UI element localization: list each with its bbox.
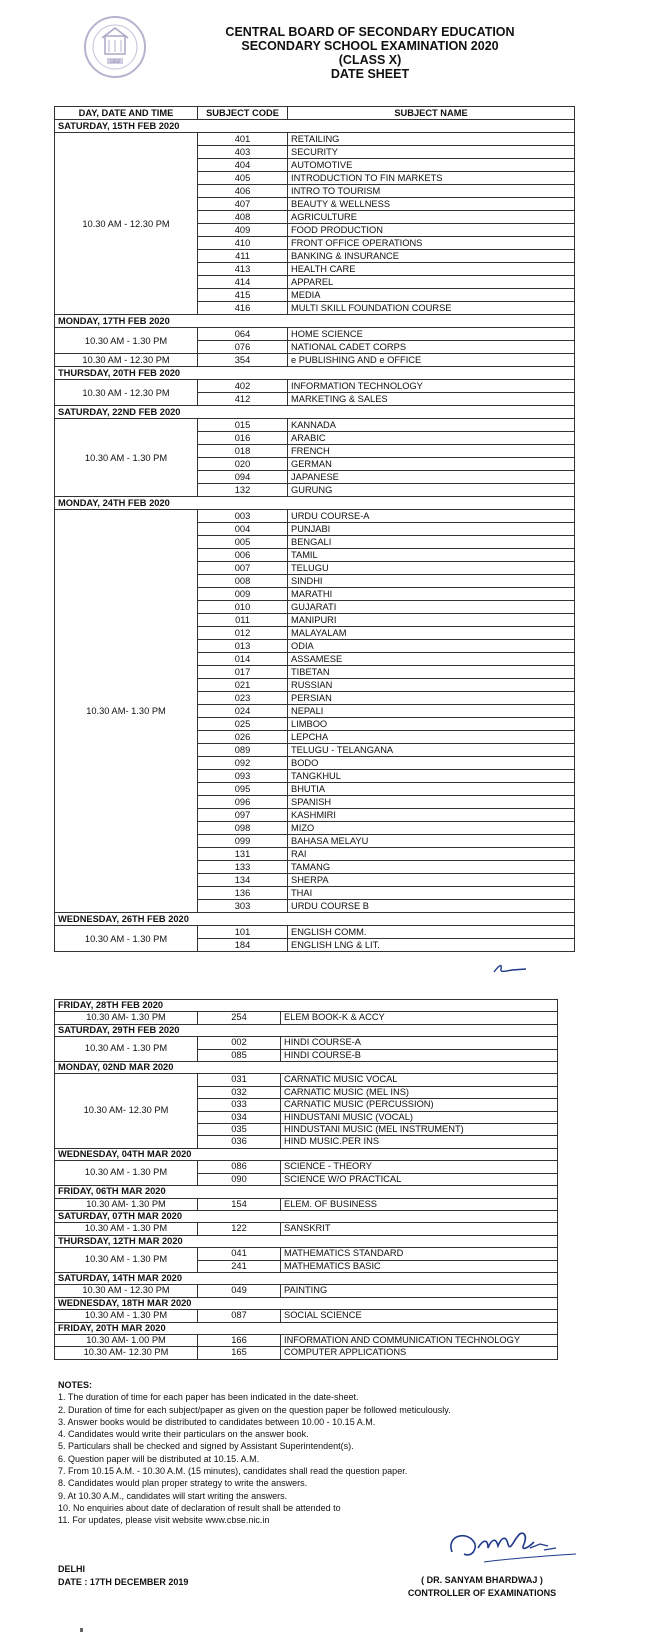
subject-code: 032	[198, 1086, 281, 1098]
exam-time: 10.30 AM - 1.30 PM	[55, 328, 198, 354]
signature	[444, 1518, 594, 1570]
subject-code: 010	[198, 601, 288, 614]
subject-code: 092	[198, 757, 288, 770]
subject-name: FOOD PRODUCTION	[288, 224, 575, 237]
subject-name: INTRODUCTION TO FIN MARKETS	[288, 172, 575, 185]
exam-time: 10.30 AM - 1.30 PM	[55, 1161, 198, 1186]
note-item: 9. At 10.30 A.M., candidates will start writing the answers.	[58, 1490, 288, 1501]
exam-time: 10.30 AM- 1.30 PM	[55, 1012, 198, 1024]
subject-name: TIBETAN	[288, 666, 575, 679]
day-row	[55, 1000, 558, 1012]
day-date-label: THURSDAY, 12TH MAR 2020	[55, 1235, 558, 1247]
subject-code: 024	[198, 705, 288, 718]
subject-name: URDU COURSE-A	[288, 510, 575, 523]
subject-name: ASSAMESE	[288, 653, 575, 666]
subject-code: 064	[198, 328, 288, 341]
subject-code: 093	[198, 770, 288, 783]
subject-code: 020	[198, 458, 288, 471]
subject-name: BAHASA MELAYU	[288, 835, 575, 848]
day-row	[55, 1322, 558, 1334]
subject-name: NATIONAL CADET CORPS	[288, 341, 575, 354]
subject-name: HINDI COURSE-A	[281, 1037, 558, 1049]
subject-code: 099	[198, 835, 288, 848]
exam-time: 10.30 AM - 1.30 PM	[55, 1310, 198, 1322]
subject-name: TELUGU	[288, 562, 575, 575]
subject-name: ENGLISH COMM.	[288, 926, 575, 939]
date-sheet-table-part1	[54, 106, 575, 952]
subject-code: 101	[198, 926, 288, 939]
exam-time: 10.30 AM - 1.30 PM	[55, 1248, 198, 1273]
subject-code: 096	[198, 796, 288, 809]
class-label: (CLASS X)	[338, 53, 402, 67]
subject-name: THAI	[288, 887, 575, 900]
subject-name: ODIA	[288, 640, 575, 653]
day-row	[55, 1235, 558, 1247]
subject-code: 134	[198, 874, 288, 887]
subject-name: MEDIA	[288, 289, 575, 302]
subject-name: RUSSIAN	[288, 679, 575, 692]
subject-code: 018	[198, 445, 288, 458]
place: DELHI	[58, 1564, 85, 1574]
day-date-label: WEDNESDAY, 26TH FEB 2020	[55, 913, 575, 926]
subject-name: TANGKHUL	[288, 770, 575, 783]
footer-place-date	[58, 1563, 188, 1589]
subject-code: 026	[198, 731, 288, 744]
day-date-label: SATURDAY, 22ND FEB 2020	[55, 406, 575, 419]
subject-code: 165	[198, 1347, 281, 1359]
subject-name: RETAILING	[288, 133, 575, 146]
subject-name: PERSIAN	[288, 692, 575, 705]
subject-code: 090	[198, 1173, 281, 1185]
subject-name: GERMAN	[288, 458, 575, 471]
subject-name: ARABIC	[288, 432, 575, 445]
subject-code: 411	[198, 250, 288, 263]
subject-name: SCIENCE W/O PRACTICAL	[281, 1173, 558, 1185]
exam-time: 10.30 AM - 12.30 PM	[55, 1285, 198, 1297]
date-sheet-table-part2	[54, 999, 558, 1360]
subject-name: MANIPURI	[288, 614, 575, 627]
subject-code: 415	[198, 289, 288, 302]
subject-name: MATHEMATICS BASIC	[281, 1260, 558, 1272]
table-row	[55, 926, 575, 939]
day-row	[55, 497, 575, 510]
subject-name: COMPUTER APPLICATIONS	[281, 1347, 558, 1359]
subject-code: 049	[198, 1285, 281, 1297]
exam-time: 10.30 AM - 1.30 PM	[55, 1223, 198, 1235]
document-header	[180, 25, 560, 81]
subject-code: 015	[198, 419, 288, 432]
subject-name: INTRO TO TOURISM	[288, 185, 575, 198]
subject-name: LEPCHA	[288, 731, 575, 744]
day-date-label: FRIDAY, 20TH MAR 2020	[55, 1322, 558, 1334]
subject-code: 401	[198, 133, 288, 146]
svg-text:CBSE: CBSE	[109, 59, 121, 64]
subject-name: NEPALI	[288, 705, 575, 718]
exam-time: 10.30 AM - 1.30 PM	[55, 926, 198, 952]
subject-code: 094	[198, 471, 288, 484]
initial-mark	[492, 962, 528, 976]
day-date-label: MONDAY, 24TH FEB 2020	[55, 497, 575, 510]
subject-code: 005	[198, 536, 288, 549]
board-title: CENTRAL BOARD OF SECONDARY EDUCATION	[225, 25, 515, 39]
day-date-label: WEDNESDAY, 18TH MAR 2020	[55, 1297, 558, 1309]
subject-code: 166	[198, 1334, 281, 1346]
date-sheet-title: DATE SHEET	[330, 67, 410, 81]
note-item: 6. Question paper will be distributed at 10.15. A.M.	[58, 1453, 260, 1464]
subject-code: 036	[198, 1136, 281, 1148]
subject-code: 041	[198, 1248, 281, 1260]
subject-name: HINDI COURSE-B	[281, 1049, 558, 1061]
subject-code: 014	[198, 653, 288, 666]
table-row	[55, 1037, 558, 1049]
subject-code: 089	[198, 744, 288, 757]
subject-name: MARATHI	[288, 588, 575, 601]
subject-code: 414	[198, 276, 288, 289]
subject-code: 008	[198, 575, 288, 588]
subject-name: ENGLISH LNG & LIT.	[288, 939, 575, 952]
subject-name: BODO	[288, 757, 575, 770]
day-row	[55, 120, 575, 133]
subject-name: HIND MUSIC.PER INS	[281, 1136, 558, 1148]
note-item: 2. Duration of time for each subject/paper as given on the question paper be followed meticulously.	[58, 1404, 451, 1415]
subject-code: 408	[198, 211, 288, 224]
day-row	[55, 1210, 558, 1222]
table-row	[55, 1223, 558, 1235]
day-date-label: SATURDAY, 07TH MAR 2020	[55, 1210, 558, 1222]
subject-code: 403	[198, 146, 288, 159]
day-row	[55, 1024, 558, 1036]
subject-name: ELEM BOOK-K & ACCY	[281, 1012, 558, 1024]
subject-name: GURUNG	[288, 484, 575, 497]
exam-time: 10.30 AM - 12.30 PM	[55, 354, 198, 367]
subject-code: 002	[198, 1037, 281, 1049]
day-date-label: SATURDAY, 29TH FEB 2020	[55, 1024, 558, 1036]
subject-name: BEAUTY & WELLNESS	[288, 198, 575, 211]
day-row	[55, 1297, 558, 1309]
subject-name: SANSKRIT	[281, 1223, 558, 1235]
col-header-code: SUBJECT CODE	[198, 107, 288, 120]
subject-name: e PUBLISHING AND e OFFICE	[288, 354, 575, 367]
subject-name: SINDHI	[288, 575, 575, 588]
subject-code: 025	[198, 718, 288, 731]
subject-code: 303	[198, 900, 288, 913]
subject-name: ELEM. OF BUSINESS	[281, 1198, 558, 1210]
subject-code: 405	[198, 172, 288, 185]
table-row	[55, 1285, 558, 1297]
subject-name: SECURITY	[288, 146, 575, 159]
table-row	[55, 1161, 558, 1173]
subject-code: 035	[198, 1124, 281, 1136]
subject-name: CARNATIC MUSIC (PERCUSSION)	[281, 1099, 558, 1111]
subject-code: 086	[198, 1161, 281, 1173]
exam-time: 10.30 AM- 1.00 PM	[55, 1334, 198, 1346]
table-row	[55, 380, 575, 393]
subject-code: 034	[198, 1111, 281, 1123]
subject-name: MATHEMATICS STANDARD	[281, 1248, 558, 1260]
subject-name: SHERPA	[288, 874, 575, 887]
exam-time: 10.30 AM - 12.30 PM	[55, 380, 198, 406]
subject-code: 013	[198, 640, 288, 653]
subject-code: 122	[198, 1223, 281, 1235]
exam-time: 10.30 AM- 1.30 PM	[55, 1198, 198, 1210]
notes-title: NOTES:	[58, 1380, 93, 1390]
day-row	[55, 406, 575, 419]
note-item: 7. From 10.15 A.M. - 10.30 A.M. (15 minutes), candidates shall read the question paper.	[58, 1466, 408, 1477]
note-item: 10. No enquiries about date of declaration of result shall be attended to	[58, 1502, 341, 1513]
note-item: 8. Candidates would plan proper strategy to write the answers.	[58, 1478, 308, 1489]
subject-code: 012	[198, 627, 288, 640]
subject-name: SCIENCE - THEORY	[281, 1161, 558, 1173]
subject-code: 087	[198, 1310, 281, 1322]
subject-name: INFORMATION AND COMMUNICATION TECHNOLOGY	[281, 1334, 558, 1346]
table-row	[55, 419, 575, 432]
col-header-name: SUBJECT NAME	[288, 107, 575, 120]
table-row	[55, 1012, 558, 1024]
day-row	[55, 1062, 558, 1074]
day-date-label: MONDAY, 17TH FEB 2020	[55, 315, 575, 328]
day-date-label: SATURDAY, 15TH FEB 2020	[55, 120, 575, 133]
subject-code: 031	[198, 1074, 281, 1086]
table-row	[55, 1198, 558, 1210]
signatory-block	[384, 1574, 580, 1600]
table-row	[55, 510, 575, 523]
subject-name: GUJARATI	[288, 601, 575, 614]
subject-code: 241	[198, 1260, 281, 1272]
day-date-label: SATURDAY, 14TH MAR 2020	[55, 1272, 558, 1284]
table-row	[55, 328, 575, 341]
subject-name: URDU COURSE B	[288, 900, 575, 913]
subject-name: MIZO	[288, 822, 575, 835]
subject-name: HEALTH CARE	[288, 263, 575, 276]
day-row	[55, 1272, 558, 1284]
cbse-logo-seal	[82, 12, 148, 86]
day-date-label: MONDAY, 02ND MAR 2020	[55, 1062, 558, 1074]
subject-name: BHUTIA	[288, 783, 575, 796]
subject-name: RAI	[288, 848, 575, 861]
subject-code: 413	[198, 263, 288, 276]
edge-mark	[80, 1628, 83, 1632]
subject-code: 416	[198, 302, 288, 315]
subject-code: 097	[198, 809, 288, 822]
subject-code: 016	[198, 432, 288, 445]
subject-name: TAMANG	[288, 861, 575, 874]
exam-time: 10.30 AM- 1.30 PM	[55, 510, 198, 913]
subject-code: 085	[198, 1049, 281, 1061]
subject-name: HINDUSTANI MUSIC (MEL INSTRUMENT)	[281, 1124, 558, 1136]
signatory-name: ( DR. SANYAM BHARDWAJ )	[421, 1575, 543, 1585]
subject-name: FRENCH	[288, 445, 575, 458]
subject-name: LIMBOO	[288, 718, 575, 731]
subject-name: MULTI SKILL FOUNDATION COURSE	[288, 302, 575, 315]
subject-code: 412	[198, 393, 288, 406]
subject-code: 017	[198, 666, 288, 679]
exam-title: SECONDARY SCHOOL EXAMINATION 2020	[241, 39, 499, 53]
subject-name: AGRICULTURE	[288, 211, 575, 224]
subject-code: 154	[198, 1198, 281, 1210]
day-row	[55, 367, 575, 380]
subject-code: 409	[198, 224, 288, 237]
subject-name: CARNATIC MUSIC (MEL INS)	[281, 1086, 558, 1098]
exam-time: 10.30 AM - 1.30 PM	[55, 419, 198, 497]
subject-code: 023	[198, 692, 288, 705]
subject-name: SPANISH	[288, 796, 575, 809]
subject-code: 131	[198, 848, 288, 861]
subject-code: 011	[198, 614, 288, 627]
subject-code: 003	[198, 510, 288, 523]
subject-name: PUNJABI	[288, 523, 575, 536]
subject-code: 004	[198, 523, 288, 536]
exam-time: 10.30 AM - 12.30 PM	[55, 133, 198, 315]
day-row	[55, 1186, 558, 1198]
subject-code: 133	[198, 861, 288, 874]
subject-code: 410	[198, 237, 288, 250]
subject-code: 406	[198, 185, 288, 198]
subject-name: MARKETING & SALES	[288, 393, 575, 406]
subject-name: HINDUSTANI MUSIC (VOCAL)	[281, 1111, 558, 1123]
subject-code: 136	[198, 887, 288, 900]
table-row	[55, 1310, 558, 1322]
exam-time: 10.30 AM- 12.30 PM	[55, 1074, 198, 1148]
subject-name: PAINTING	[281, 1285, 558, 1297]
note-item: 11. For updates, please visit website www.cbse.nic.in	[58, 1515, 270, 1526]
subject-code: 132	[198, 484, 288, 497]
table-row	[55, 133, 575, 146]
subject-name: TELUGU - TELANGANA	[288, 744, 575, 757]
note-item: 4. Candidates would write their particulars on the answer book.	[58, 1429, 309, 1440]
subject-code: 407	[198, 198, 288, 211]
table-row	[55, 354, 575, 367]
day-date-label: THURSDAY, 20TH FEB 2020	[55, 367, 575, 380]
subject-code: 402	[198, 380, 288, 393]
subject-code: 184	[198, 939, 288, 952]
table-header-row	[55, 107, 575, 120]
subject-code: 006	[198, 549, 288, 562]
day-date-label: FRIDAY, 28TH FEB 2020	[55, 1000, 558, 1012]
subject-name: APPAREL	[288, 276, 575, 289]
table-row	[55, 1334, 558, 1346]
issue-date: DATE : 17TH DECEMBER 2019	[58, 1577, 189, 1587]
subject-name: CARNATIC MUSIC VOCAL	[281, 1074, 558, 1086]
exam-time: 10.30 AM- 12.30 PM	[55, 1347, 198, 1359]
subject-code: 098	[198, 822, 288, 835]
subject-name: KANNADA	[288, 419, 575, 432]
subject-name: BENGALI	[288, 536, 575, 549]
subject-code: 076	[198, 341, 288, 354]
subject-code: 254	[198, 1012, 281, 1024]
notes-list	[58, 1391, 451, 1526]
day-date-label: WEDNESDAY, 04TH MAR 2020	[55, 1148, 558, 1160]
signatory-designation: CONTROLLER OF EXAMINATIONS	[407, 1588, 557, 1598]
subject-code: 033	[198, 1099, 281, 1111]
subject-name: BANKING & INSURANCE	[288, 250, 575, 263]
subject-code: 007	[198, 562, 288, 575]
note-item: 1. The duration of time for each paper has been indicated in the date-sheet.	[58, 1392, 359, 1403]
exam-time: 10.30 AM - 1.30 PM	[55, 1037, 198, 1062]
subject-name: KASHMIRI	[288, 809, 575, 822]
subject-code: 009	[198, 588, 288, 601]
notes-section	[58, 1379, 451, 1527]
subject-name: TAMIL	[288, 549, 575, 562]
subject-code: 095	[198, 783, 288, 796]
day-row	[55, 315, 575, 328]
subject-name: FRONT OFFICE OPERATIONS	[288, 237, 575, 250]
table-row	[55, 1248, 558, 1260]
day-row	[55, 913, 575, 926]
subject-name: AUTOMOTIVE	[288, 159, 575, 172]
day-row	[55, 1148, 558, 1160]
table-row	[55, 1347, 558, 1359]
day-date-label: FRIDAY, 06TH MAR 2020	[55, 1186, 558, 1198]
subject-name: HOME SCIENCE	[288, 328, 575, 341]
note-item: 3. Answer books would be distributed to candidates between 10.00 - 10.15 A.M.	[58, 1416, 376, 1427]
subject-name: INFORMATION TECHNOLOGY	[288, 380, 575, 393]
subject-name: JAPANESE	[288, 471, 575, 484]
table-row	[55, 1074, 558, 1086]
note-item: 5. Particulars shall be checked and signed by Assistant Superintendent(s).	[58, 1441, 354, 1452]
subject-code: 404	[198, 159, 288, 172]
subject-code: 354	[198, 354, 288, 367]
subject-code: 021	[198, 679, 288, 692]
subject-name: SOCIAL SCIENCE	[281, 1310, 558, 1322]
col-header-day: DAY, DATE AND TIME	[55, 107, 198, 120]
subject-name: MALAYALAM	[288, 627, 575, 640]
